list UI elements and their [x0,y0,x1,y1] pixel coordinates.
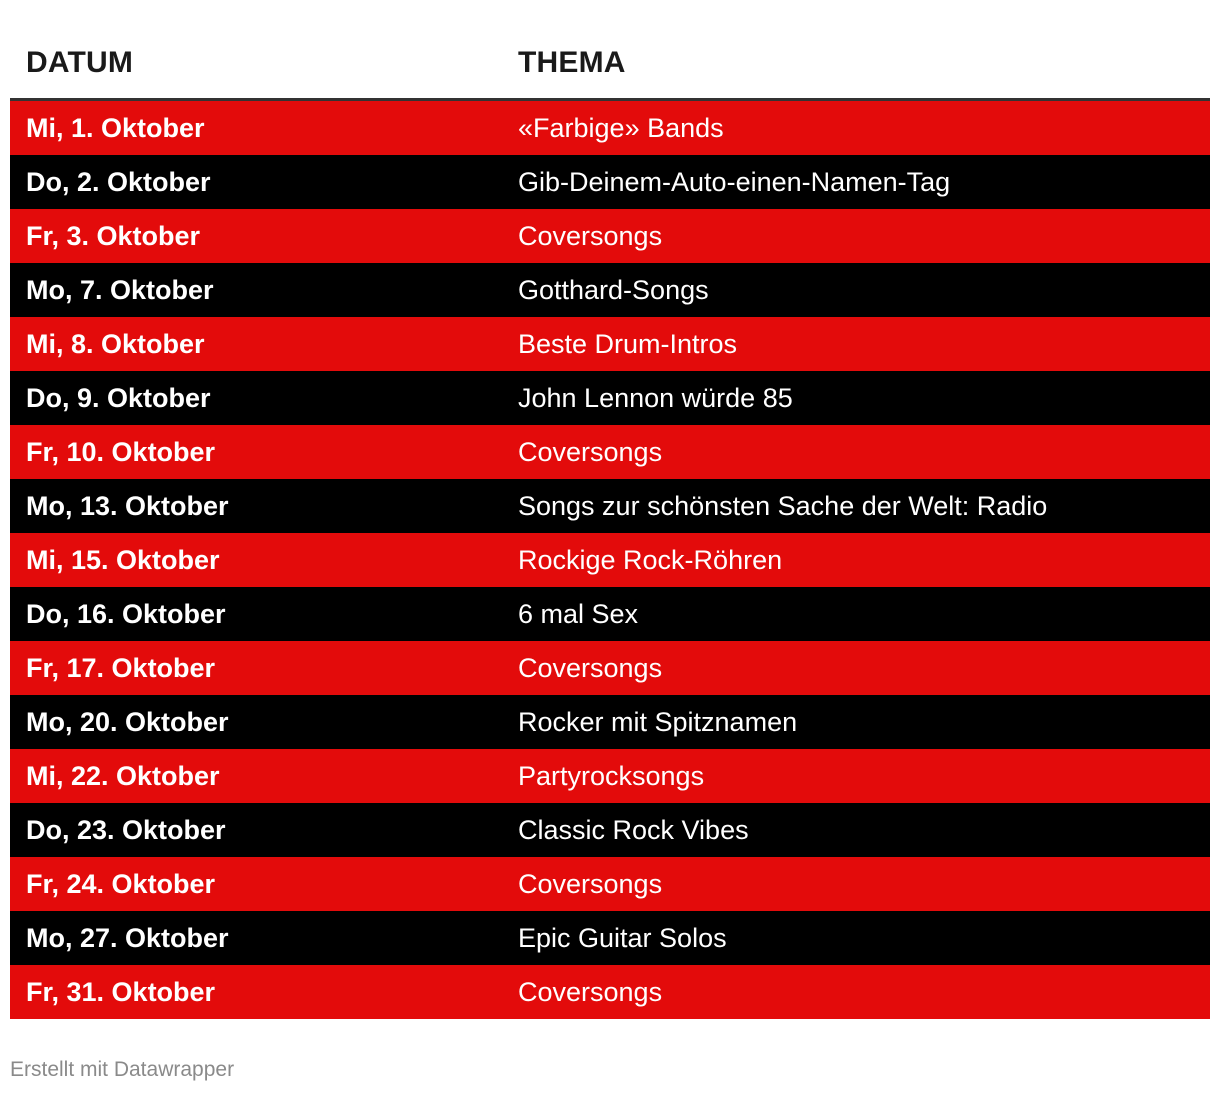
table-row [10,587,1210,641]
row-date: Mo, 27. Oktober [26,923,229,953]
row-topic: Classic Rock Vibes [518,815,749,845]
datawrapper-credit-link[interactable]: Erstellt mit Datawrapper [10,1058,235,1081]
row-topic: Coversongs [518,437,663,467]
row-topic: Songs zur schönsten Sache der Welt: Radio [518,491,1048,521]
row-date: Mi, 22. Oktober [26,761,220,791]
schedule-table [10,0,1210,1019]
table-row [10,317,1210,371]
table-row [10,263,1210,317]
row-topic: Coversongs [518,653,663,683]
row-topic: Coversongs [518,869,663,899]
row-date: Mi, 1. Oktober [26,113,205,143]
row-topic: Gotthard-Songs [518,275,709,305]
row-topic: Epic Guitar Solos [518,923,727,953]
table-row [10,533,1210,587]
row-date: Mo, 13. Oktober [26,491,229,521]
table-row [10,695,1210,749]
column-header-topic[interactable]: THEMA [518,46,626,79]
row-date: Mi, 15. Oktober [26,545,220,575]
table-row [10,965,1210,1019]
table-row [10,371,1210,425]
row-date: Fr, 17. Oktober [26,653,216,683]
row-topic: John Lennon würde 85 [518,383,793,413]
row-date: Do, 9. Oktober [26,383,211,413]
row-topic: Gib-Deinem-Auto-einen-Namen-Tag [518,167,951,197]
row-date: Fr, 10. Oktober [26,437,216,467]
table-row [10,479,1210,533]
row-topic: Coversongs [518,221,663,251]
row-date: Do, 2. Oktober [26,167,211,197]
row-date: Mi, 8. Oktober [26,329,205,359]
row-topic: Partyrocksongs [518,761,705,791]
table-body [10,101,1210,1019]
table-row [10,911,1210,965]
row-date: Do, 16. Oktober [26,599,226,629]
row-date: Mo, 7. Oktober [26,275,214,305]
row-topic: Beste Drum-Intros [518,329,738,359]
table-row [10,101,1210,155]
row-date: Do, 23. Oktober [26,815,226,845]
row-topic: «Farbige» Bands [518,113,724,143]
table-row [10,749,1210,803]
table-row [10,641,1210,695]
row-topic: Rockige Rock-Röhren [518,545,783,575]
row-topic: Rocker mit Spitznamen [518,707,798,737]
row-topic: Coversongs [518,977,663,1007]
row-date: Fr, 3. Oktober [26,221,201,251]
row-topic: 6 mal Sex [518,599,639,629]
table-header-row [10,0,1210,101]
row-date: Mo, 20. Oktober [26,707,229,737]
table-row [10,155,1210,209]
row-date: Fr, 31. Oktober [26,977,216,1007]
table-row [10,209,1210,263]
column-header-date[interactable]: DATUM [26,46,134,79]
table-row [10,425,1210,479]
table-row [10,803,1210,857]
row-date: Fr, 24. Oktober [26,869,216,899]
table-row [10,857,1210,911]
